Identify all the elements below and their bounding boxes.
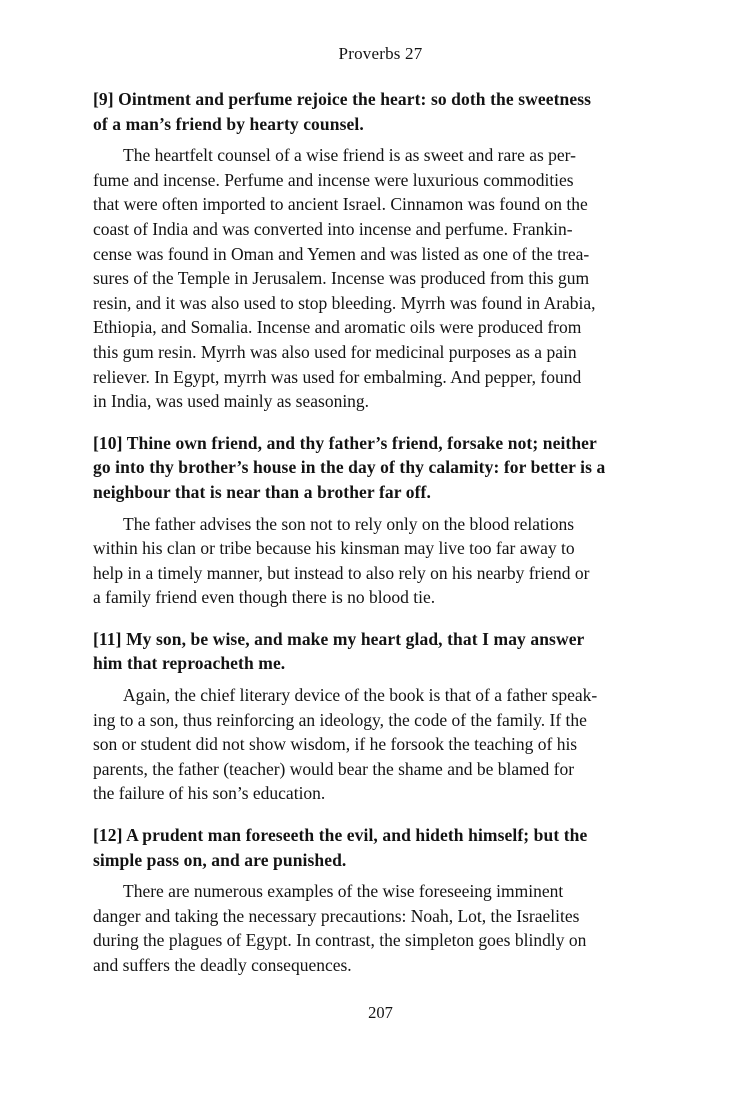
text-line: Again, the chief literary device of the book is that of a father speak-	[123, 685, 598, 706]
text-line: in India, was used mainly as seasoning.	[93, 391, 370, 412]
text-line: [11] My son, be wise, and make my heart glad, that I may answer	[93, 628, 585, 649]
verse-section-9	[93, 87, 668, 414]
text-line: this gum resin. Myrrh was also used for medicinal purposes as a pain	[93, 341, 577, 362]
text-line: go into thy brother’s house in the day of thy calamity: for better is a	[93, 457, 606, 478]
text-line: parents, the father (teacher) would bear the shame and be blamed for	[93, 758, 575, 779]
text-line: cense was found in Oman and Yemen and was listed as one of the trea-	[93, 243, 590, 264]
commentary-paragraph-12	[93, 879, 668, 977]
text-line: of a man’s friend by hearty counsel.	[93, 113, 364, 134]
text-line: within his clan or tribe because his kinsman may live too far away to	[93, 538, 575, 559]
commentary-paragraph-10	[93, 512, 668, 610]
verse-section-12	[93, 823, 668, 978]
commentary-paragraph-9	[93, 143, 668, 414]
text-line: a family friend even though there is no blood tie.	[93, 587, 436, 608]
text-line: son or student did not show wisdom, if he forsook the teaching of his	[93, 734, 578, 755]
text-line: fume and incense. Perfume and incense were luxurious commodities	[93, 169, 574, 190]
text-line: him that reproacheth me.	[93, 653, 286, 674]
text-line: sures of the Temple in Jerusalem. Incense was produced from this gum	[93, 268, 590, 289]
text-line: Ethiopia, and Somalia. Incense and aromatic oils were produced from	[93, 317, 582, 338]
text-line: The father advises the son not to rely only on the blood relations	[123, 513, 575, 534]
page-number: 207	[368, 1003, 393, 1022]
running-head: Proverbs 27	[338, 44, 423, 63]
verse-heading-11	[93, 627, 668, 676]
text-line: The heartfelt counsel of a wise friend is as sweet and rare as per-	[123, 145, 576, 166]
text-line: simple pass on, and are punished.	[93, 849, 347, 870]
text-line: [12] A prudent man foreseeth the evil, and hideth himself; but the	[93, 825, 588, 846]
text-line: coast of India and was converted into incense and perfume. Frankin-	[93, 218, 573, 239]
verse-section-10	[93, 431, 668, 610]
text-line: [10] Thine own friend, and thy father’s friend, forsake not; neither	[93, 432, 597, 453]
text-line: danger and taking the necessary precautions: Noah, Lot, the Israelites	[93, 905, 580, 926]
text-line: during the plagues of Egypt. In contrast, the simpleton goes blindly on	[93, 930, 587, 951]
text-line: resin, and it was also used to stop bleeding. Myrrh was found in Arabia,	[93, 292, 596, 313]
text-line: There are numerous examples of the wise foreseeing imminent	[123, 881, 564, 902]
verse-heading-10	[93, 431, 668, 505]
text-line: help in a timely manner, but instead to also rely on his nearby friend or	[93, 562, 590, 583]
page-content	[93, 87, 668, 978]
text-line: neighbour that is near than a brother far off.	[93, 481, 431, 502]
text-line: ing to a son, thus reinforcing an ideology, the code of the family. If the	[93, 709, 587, 730]
verse-section-11	[93, 627, 668, 806]
text-line: [9] Ointment and perfume rejoice the heart: so doth the sweetness	[93, 89, 592, 109]
commentary-paragraph-11	[93, 683, 668, 806]
text-line: reliever. In Egypt, myrrh was used for embalming. And pepper, found	[93, 366, 582, 387]
text-line: the failure of his son’s education.	[93, 783, 326, 804]
verse-heading-12	[93, 823, 668, 872]
text-line: and suffers the deadly consequences.	[93, 955, 352, 975]
text-line: that were often imported to ancient Israel. Cinnamon was found on the	[93, 194, 588, 215]
verse-heading-9	[93, 87, 668, 136]
